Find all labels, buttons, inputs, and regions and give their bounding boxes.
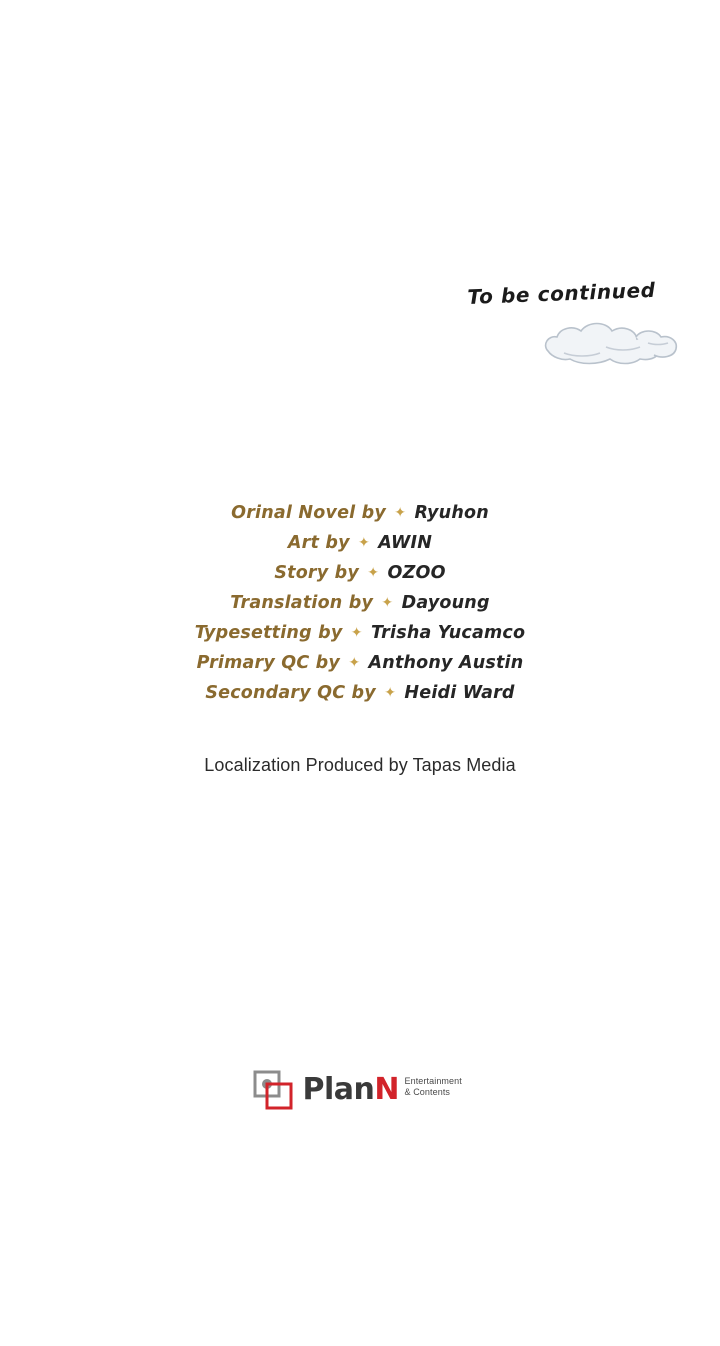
- star-icon: ✦: [350, 625, 363, 641]
- star-icon: ✦: [348, 655, 361, 671]
- credit-role: Primary QC by: [196, 653, 341, 673]
- logo-subtitle-line1: Entertainment: [404, 1076, 462, 1086]
- logo-subtitle: [405, 1076, 462, 1098]
- star-icon: ✦: [394, 505, 407, 521]
- credit-name: AWIN: [378, 533, 433, 553]
- to-be-continued-text: To be continued: [467, 277, 657, 309]
- star-icon: ✦: [381, 595, 394, 611]
- credit-line: [0, 618, 720, 648]
- credit-line: [0, 648, 720, 678]
- credits-list: [0, 498, 720, 708]
- credit-line: [0, 588, 720, 618]
- credit-name: Heidi Ward: [404, 683, 515, 703]
- star-icon: ✦: [384, 685, 397, 701]
- logo-word-n: N: [374, 1072, 399, 1107]
- localization-credit: Localization Produced by Tapas Media: [204, 755, 516, 775]
- star-icon: ✦: [367, 565, 380, 581]
- credit-name: OZOO: [387, 563, 446, 583]
- credit-role: Secondary QC by: [205, 683, 376, 703]
- plann-logo-icon: [253, 1070, 297, 1110]
- credit-name: Dayoung: [401, 593, 490, 613]
- credit-role: Art by: [287, 533, 350, 553]
- cloud-icon: [540, 307, 685, 369]
- credit-role: Story by: [274, 563, 359, 583]
- logo-subtitle-line2: & Contents: [404, 1087, 451, 1097]
- logo-word-plan: Plan: [302, 1072, 375, 1107]
- credit-role: Orinal Novel by: [231, 503, 386, 523]
- credit-role: Translation by: [230, 593, 374, 613]
- credit-line: [0, 678, 720, 708]
- publisher-logo: [0, 1068, 720, 1128]
- credit-line: [0, 558, 720, 588]
- logo-wordmark: [303, 1073, 399, 1107]
- credit-name: Trisha Yucamco: [370, 623, 526, 643]
- credit-name: Ryuhon: [414, 503, 489, 523]
- credit-line: [0, 528, 720, 558]
- credit-name: Anthony Austin: [368, 653, 524, 673]
- star-icon: ✦: [357, 535, 370, 551]
- to-be-continued-block: [455, 277, 695, 380]
- credit-line: [0, 498, 720, 528]
- credit-role: Typesetting by: [194, 623, 343, 643]
